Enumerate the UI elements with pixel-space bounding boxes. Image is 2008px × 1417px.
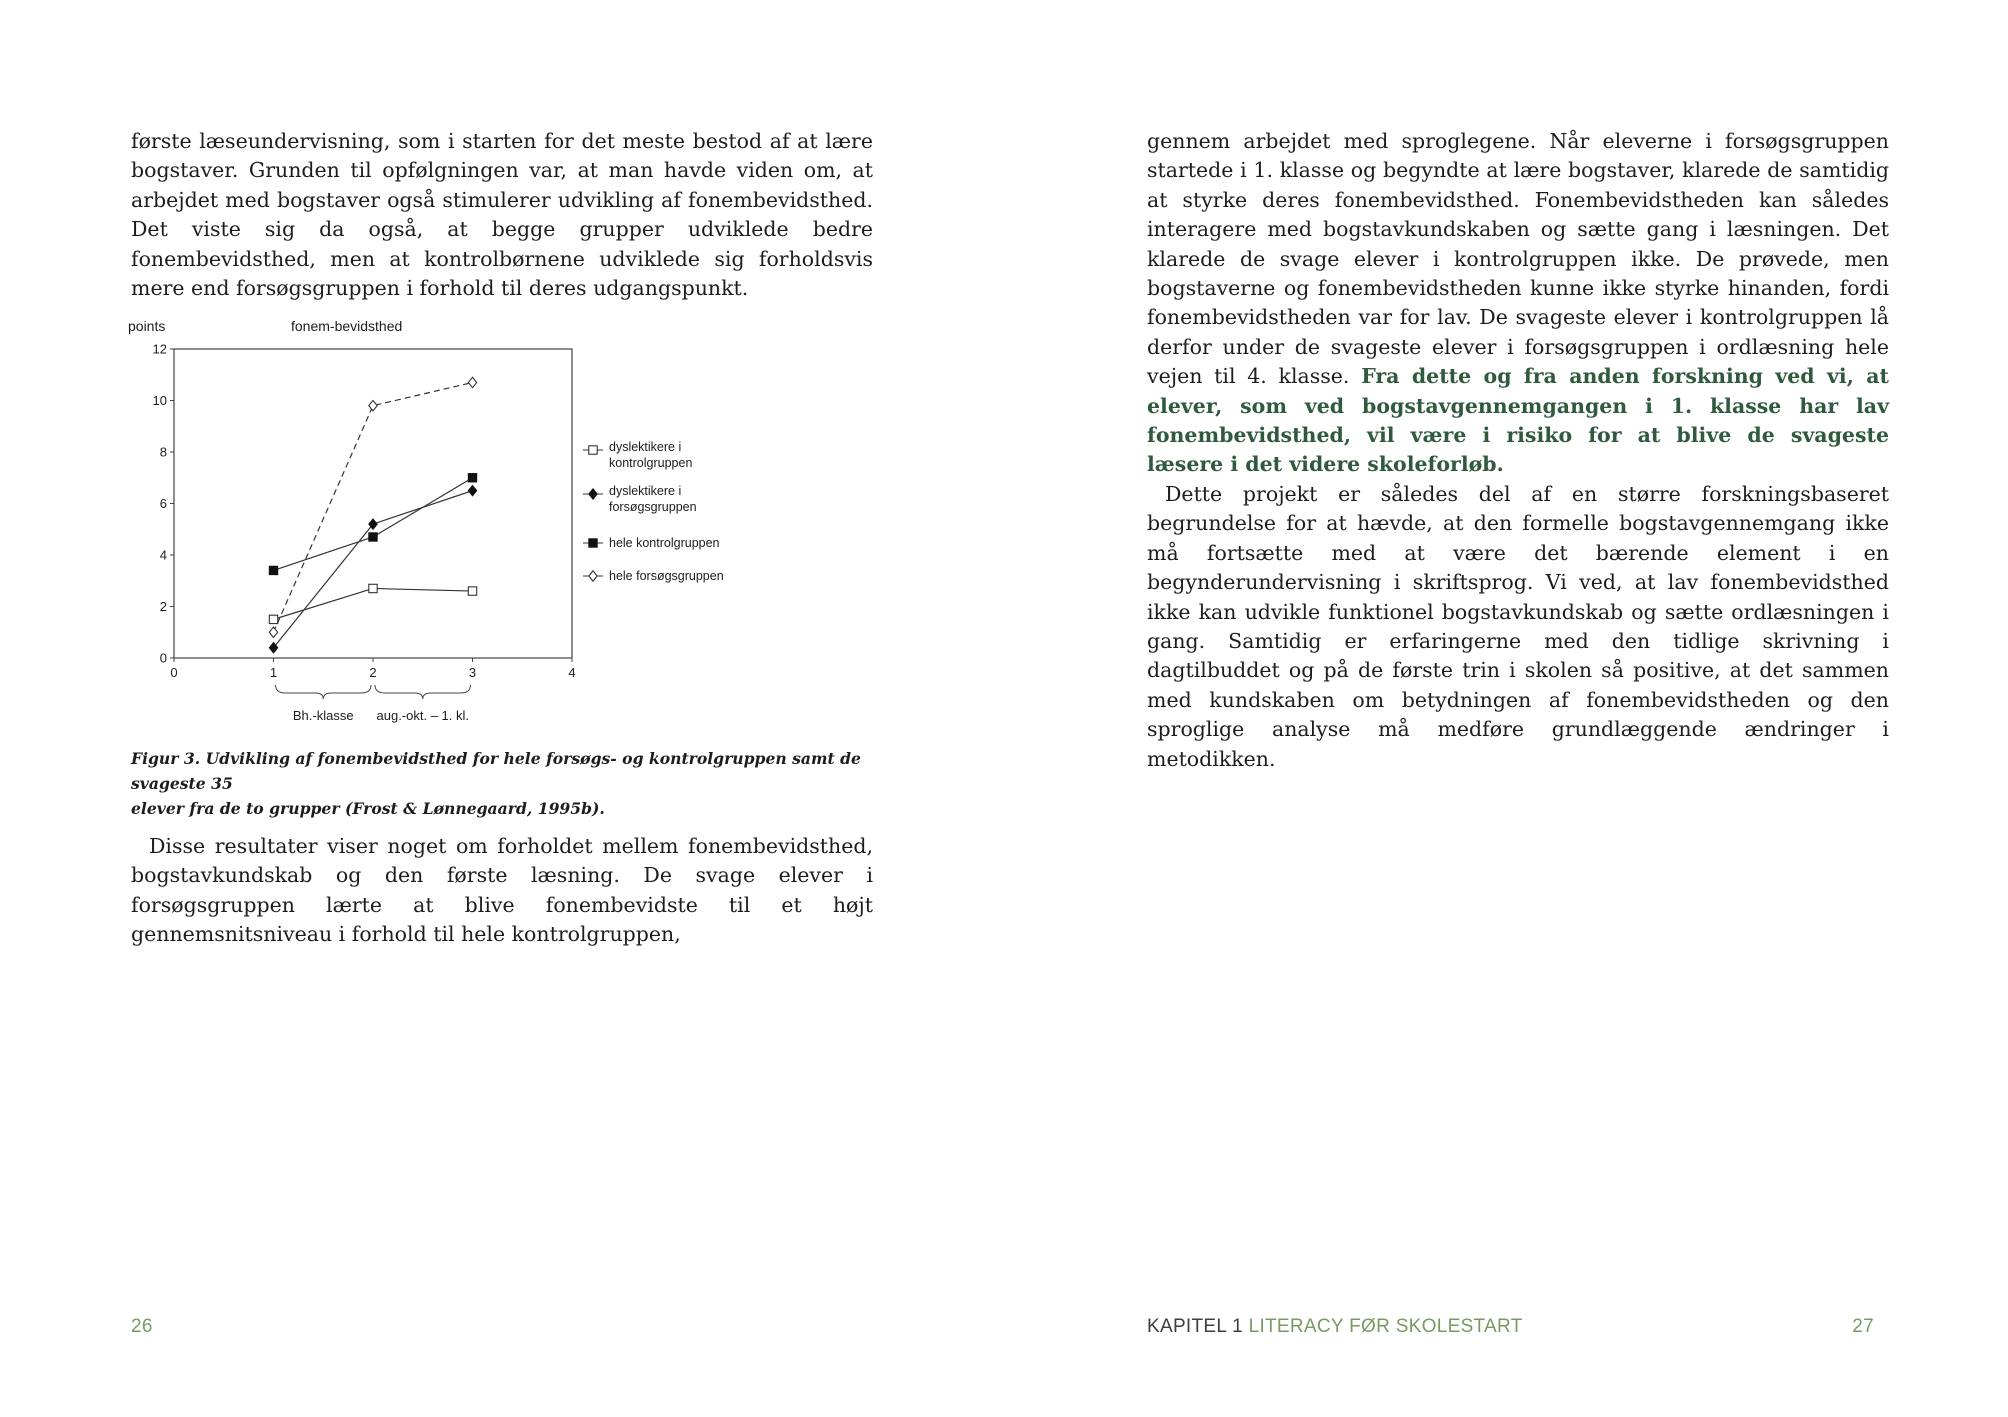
x-tick-label: 0 [170,665,178,680]
legend-marker [589,539,597,547]
caption-line-2: elever fra de to grupper (Frost & Lønnegaard, 1995b). [131,799,605,818]
x-tick-label: 3 [468,665,477,680]
page-number: 27 [1852,1316,1874,1337]
data-point [269,566,277,574]
x-tick-label: 1 [269,665,278,680]
y-tick-label: 6 [159,496,167,511]
group-label: Bh.-klasse [292,708,354,723]
data-point [269,615,277,623]
legend-label: kontrolgruppen [609,456,693,470]
group-label: aug.-okt. – 1. kl. [376,708,469,723]
data-point [269,627,277,637]
y-axis-label: points [128,318,166,334]
data-point [369,533,377,541]
emphasized-statement: Fra dette og fra anden forskning ved vi, at elever, som ved bogstavgennemgangen i 1. klasse har lav fonembevidsthed, vil være i risiko for at blive de svageste læsere i det videre skoleforløb. [1147,364,1889,477]
running-head [1147,1316,1523,1338]
caption-line-1: Figur 3. Udvikling af fonembevidsthed for hele forsøgs- og kontrolgruppen samt de svageste 35 [131,749,861,793]
paragraph: første læseundervisning, som i starten for det meste bestod af at lære bogstaver. Grunden til opfølgningen var, at man havde viden om, at arbejdet med bogstaver også stimulerer udvikling af fonembevidsthed. Det viste sig da også, at begge grupper udviklede bedre fonembevidsthed, men at kontrolbørnene udviklede sig forholdsvis mere end forsøgsgruppen i forhold til deres udgangspunkt. [131,129,873,301]
data-point [468,587,476,595]
x-tick-label: 4 [568,665,576,680]
series-line-2 [274,491,473,648]
legend-label: hele forsøgsgruppen [609,569,724,583]
group-brace [375,685,471,699]
left-text-bottom [131,832,873,950]
chapter-title: LITERACY FØR SKOLESTART [1248,1316,1523,1337]
right-page [1004,0,2008,1417]
legend-label: dyslektikere i [609,440,682,454]
left-text-top [131,127,873,303]
data-point [468,474,476,482]
y-tick-label: 8 [159,444,167,460]
x-tick-label: 2 [369,665,377,680]
right-text [1147,127,1889,774]
legend-label: forsøgsgruppen [609,500,697,514]
legend-label: hele kontrolgruppen [609,536,720,550]
data-point [468,377,476,387]
y-tick-label: 10 [152,393,167,408]
data-point [468,485,476,495]
group-brace [276,685,372,699]
figure-caption [131,746,891,821]
paragraph: Disse resultater viser noget om forholdet mellem fonembevidsthed, bogstavkundskab og den første læsning. De svage elever i forsøgsgruppen lærte at blive fonembevidste til et højt gennemsnitsniveau i forhold til hele kontrolgruppen, [131,834,873,947]
y-tick-label: 2 [159,599,167,614]
plot-frame [174,349,572,658]
page-number: 26 [131,1316,153,1337]
chapter-label: KAPITEL 1 [1147,1316,1243,1337]
legend-label: dyslektikere i [609,484,682,498]
series-line-4 [274,382,473,632]
phoneme-awareness-chart [128,316,768,726]
paragraph [1147,127,1889,480]
data-point [369,584,377,592]
paragraph: Dette projekt er således del af en større forskningsbaseret begrundelse for at hævde, at den formelle bogstavgennemgang ikke må fortsætte med at være det bærende element i en begynderundervisning i skriftsprog. Vi ved, at lav fonembevidsthed ikke kan udvikle funktionel bogstavkundskab og sætte ordlæsningen i gang. Samtidig er erfaringerne med den tidlige skrivning i dagtilbuddet og på de første trin i skolen så positive, at det sammen med kundskaben om betydningen af fonembevidstheden og den sproglige analyse må medføre grundlæggende ændringer i metodikken. [1147,481,1889,771]
chart-title: fonem-bevidsthed [291,318,403,334]
y-tick-label: 0 [159,650,167,666]
legend-marker [589,489,597,499]
data-point [369,400,377,410]
legend-marker [589,446,597,454]
y-tick-label: 12 [152,341,167,357]
legend-marker [589,571,597,581]
y-tick-label: 4 [159,547,167,563]
paragraph-text: gennem arbejdet med sproglegene. Når eleverne i forsøgsgruppen startede i 1. klasse og begyndte at lære bogstaver, klarede de samtidig at styrke deres fonembevidsthed. Fonembevidstheden kan således interagere med bogstavkundskaben og sætte gang i læsningen. Det klarede de svage elever i kontrolgruppen ikke. De prøvede, men bogstaverne og fonembevidstheden kunne ikke styrke hinanden, fordi fonembevidstheden var for lav. De svageste elever i kontrolgruppen lå derfor under de svageste elever i forsøgsgruppen i ordlæsning hele vejen til 4. klasse. [1147,129,1889,389]
